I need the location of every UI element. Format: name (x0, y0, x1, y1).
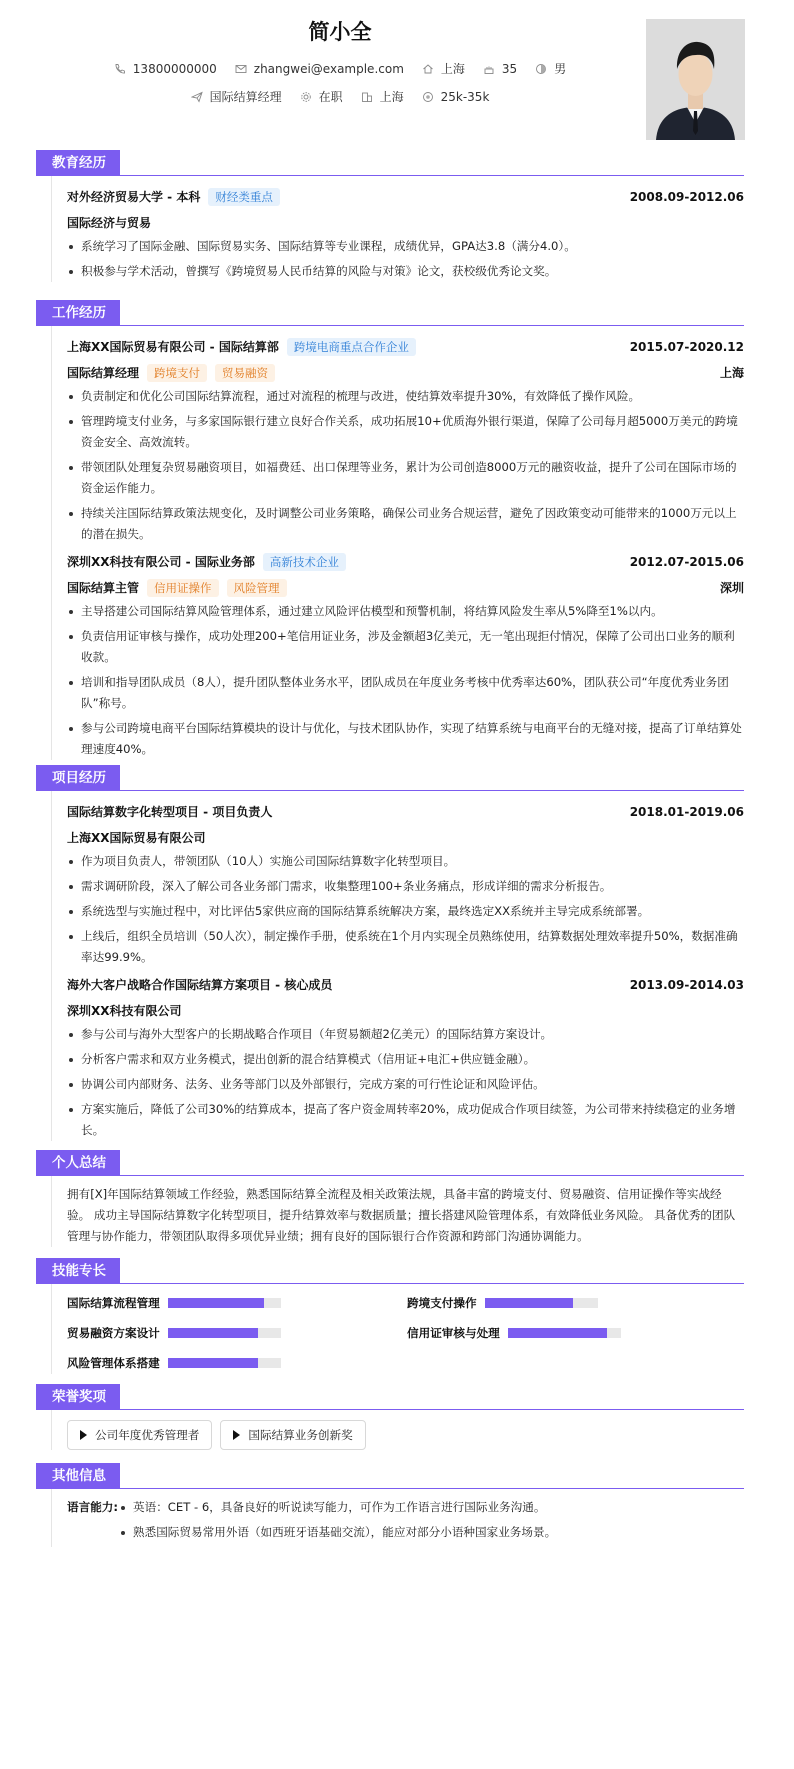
play-triangle-icon (80, 1430, 87, 1440)
section-body (51, 1489, 744, 1547)
role-row (67, 574, 744, 601)
work-bullets (67, 601, 744, 760)
language-list (119, 1497, 556, 1547)
list-item: 英语：CET - 6，具备良好的听说读写能力，可作为工作语言进行国际业务沟通。 (119, 1497, 556, 1518)
award-item (67, 1420, 212, 1450)
section-header (38, 765, 744, 791)
section-body (51, 1410, 744, 1450)
role-tag: 贸易融资 (215, 364, 275, 382)
salary-text: 25k-35k (440, 89, 490, 104)
summary-section (38, 1150, 744, 1247)
section-body (51, 1176, 744, 1247)
company-name: 上海XX国际贸易有限公司 - 国际结算部 (67, 340, 279, 354)
list-item: 持续关注国际结算政策法规变化，及时调整公司业务策略，确保公司业务合规运营，避免了因政策变动可能带来的1000万元以上的潜在损失。 (67, 503, 744, 545)
skill-item (407, 1292, 747, 1314)
skill-bar-fill (485, 1298, 573, 1308)
projects-section (38, 765, 744, 1145)
work-date: 2015.07-2020.12 (629, 339, 744, 354)
skill-bar-fill (168, 1328, 258, 1338)
project-name: 国际结算数字化转型项目 - 项目负责人 (67, 805, 273, 819)
skills-section (38, 1258, 744, 1374)
list-item: 协调公司内部财务、法务、业务等部门以及外部银行，完成方案的可行性论证和风险评估。 (67, 1074, 744, 1095)
work-bullets (67, 386, 744, 545)
role-group (67, 579, 287, 597)
skills-grid (67, 1292, 744, 1374)
portrait-image (646, 19, 745, 140)
city-item (422, 60, 465, 77)
status-text: 在职 (318, 90, 343, 104)
skill-name: 跨境支付操作 (407, 1296, 477, 1310)
award-label: 公司年度优秀管理者 (95, 1428, 200, 1442)
candidate-name: 简小全 (308, 20, 372, 44)
skill-bar (508, 1328, 621, 1338)
school-tag: 财经类重点 (208, 188, 280, 206)
gear-icon (300, 91, 312, 103)
company-tag: 高新技术企业 (263, 553, 346, 571)
section-body (51, 326, 744, 760)
section-body (51, 176, 744, 282)
section-header (38, 1463, 744, 1489)
list-item: 系统学习了国际金融、国际贸易实务、国际结算等专业课程，成绩优异，GPA达3.8（满分4.0）。 (67, 236, 744, 257)
work-section (38, 300, 744, 764)
role-row (67, 359, 744, 386)
work-entry-header (67, 334, 744, 359)
role-tag: 信用证操作 (147, 579, 219, 597)
project-bullets (67, 1024, 744, 1141)
section-header (38, 1258, 744, 1284)
list-item: 系统选型与实施过程中，对比评估5家供应商的国际结算系统解决方案，最终选定XX系统并主导完成系统部署。 (67, 901, 744, 922)
skill-item (67, 1352, 407, 1374)
section-body (51, 791, 744, 1141)
language-label: 语言能力: (67, 1500, 119, 1514)
education-bullets (67, 236, 744, 282)
company-title (67, 338, 416, 356)
list-item: 分析客户需求和双方业务模式，提出创新的混合结算模式（信用证+电汇+供应链金融）。 (67, 1049, 744, 1070)
project-company-row (67, 824, 744, 851)
project-entry-header (67, 972, 744, 997)
resume-header (0, 0, 794, 150)
section-title: 教育经历 (38, 150, 120, 176)
skill-item (67, 1322, 407, 1344)
send-icon (191, 91, 203, 103)
section-body (51, 1284, 744, 1374)
major-name: 国际经济与贸易 (67, 216, 152, 230)
skill-bar (168, 1358, 281, 1368)
section-header (38, 300, 744, 326)
list-item: 负责制定和优化公司国际结算流程，通过对流程的梳理与改进，使结算效率提升30%，有效降低了操作风险。 (67, 386, 744, 407)
email-text: zhangwei@example.com (253, 61, 404, 76)
summary-text: 拥有[X]年国际结算领域工作经验，熟悉国际结算全流程及相关政策法规，具备丰富的跨境支付、贸易融资、信用证操作等实战经验。 成功主导国际结算数字化转型项目，提升结算效率与数据质量；擅长搭建风险管理体系，有效降低业务风险。 具备优秀的团队管理与协作能力，带领团队取得多项优异业绩；拥有良好的国际银行合作资源和跨部门沟通协调能力。 (67, 1187, 736, 1243)
education-entry-header (67, 184, 744, 209)
skill-name: 国际结算流程管理 (67, 1296, 160, 1310)
profile-photo (646, 19, 745, 140)
list-item: 上线后，组织全员培训（50人次），制定操作手册，使系统在1个月内实现全员熟练使用，结算数据处理效率提升50%，数据准确率达99.9%。 (67, 926, 744, 968)
section-title: 个人总结 (38, 1150, 120, 1176)
role-group (67, 364, 275, 382)
salary-item (422, 90, 490, 104)
list-item: 参与公司与海外大型客户的长期战略合作项目（年贸易额超2亿美元）的国际结算方案设计。 (67, 1024, 744, 1045)
phone-text: 13800000000 (132, 61, 217, 76)
list-item: 主导搭建公司国际结算风险管理体系，通过建立风险评估模型和预警机制，将结算风险发生率从5%降至1%以内。 (67, 601, 744, 622)
list-item: 负责信用证审核与操作，成功处理200+笔信用证业务，涉及金额超3亿美元，无一笔出现拒付情况，保障了公司出口业务的顺利收款。 (67, 626, 744, 668)
skill-bar-fill (168, 1298, 264, 1308)
skill-bar-fill (508, 1328, 607, 1338)
skill-bar (485, 1298, 598, 1308)
skill-bar (168, 1298, 281, 1308)
awards-list (67, 1418, 744, 1450)
role-tag: 跨境支付 (147, 364, 207, 382)
major-row (67, 209, 744, 236)
section-header (38, 150, 744, 176)
list-item: 管理跨境支付业务，与多家国际银行建立良好合作关系，成功拓展10+优质海外银行渠道，保障了公司每月超5000万美元的跨境资金安全、高效流转。 (67, 411, 744, 453)
project-name: 海外大客户战略合作国际结算方案项目 - 核心成员 (67, 978, 333, 992)
section-title: 工作经历 (38, 300, 120, 326)
section-title: 其他信息 (38, 1463, 120, 1489)
job-intent-row (0, 88, 680, 105)
age-icon (483, 63, 495, 75)
skill-name: 信用证审核与处理 (407, 1326, 500, 1340)
project-entry-header (67, 799, 744, 824)
gender-text: 男 (554, 62, 567, 76)
building-icon (361, 91, 373, 103)
list-item: 作为项目负责人，带领团队（10人）实施公司国际结算数字化转型项目。 (67, 851, 744, 872)
position-text: 国际结算经理 (209, 90, 282, 104)
list-item: 带领团队处理复杂贸易融资项目，如福费廷、出口保理等业务，累计为公司创造8000万元的融资收益，提升了公司在国际市场的资金运作能力。 (67, 457, 744, 499)
school-title (67, 188, 280, 206)
phone-item (114, 62, 217, 76)
list-item: 需求调研阶段，深入了解公司各业务部门需求，收集整理100+条业务痛点，形成详细的需求分析报告。 (67, 876, 744, 897)
company-tag: 跨境电商重点合作企业 (287, 338, 416, 356)
education-date: 2008.09-2012.06 (629, 189, 744, 204)
phone-icon (114, 63, 126, 75)
list-item: 熟悉国际贸易常用外语（如西班牙语基础交流），能应对部分小语种国家业务场景。 (119, 1522, 556, 1543)
status-item (300, 88, 343, 105)
work-date: 2012.07-2015.06 (629, 554, 744, 569)
section-header (38, 1150, 744, 1176)
salary-icon (422, 91, 434, 103)
city-text: 上海 (440, 62, 465, 76)
work-city: 上海 (719, 366, 744, 380)
section-title: 技能专长 (38, 1258, 120, 1284)
skill-name: 风险管理体系搭建 (67, 1356, 160, 1370)
age-item (483, 62, 517, 76)
skill-item (407, 1322, 747, 1344)
language-block (67, 1497, 744, 1547)
work-entry-header (67, 549, 744, 574)
gender-item (535, 60, 566, 77)
role-name: 国际结算经理 (67, 366, 140, 380)
role-name: 国际结算主管 (67, 581, 140, 595)
skill-bar-fill (168, 1358, 258, 1368)
awards-section (38, 1384, 744, 1450)
project-company-row (67, 997, 744, 1024)
role-tag: 风险管理 (227, 579, 287, 597)
age-text: 35 (501, 61, 518, 76)
email-item (235, 62, 404, 76)
award-label: 国际结算业务创新奖 (248, 1428, 353, 1442)
list-item: 参与公司跨境电商平台国际结算模块的设计与优化，与技术团队协作，实现了结算系统与电商平台的无缝对接，提高了订单结算处理速度40%。 (67, 718, 744, 760)
target-city-text: 上海 (379, 90, 404, 104)
project-company: 深圳XX科技有限公司 (67, 1004, 182, 1018)
gender-icon (535, 63, 547, 75)
company-name: 深圳XX科技有限公司 - 国际业务部 (67, 555, 255, 569)
skill-item (67, 1292, 407, 1314)
list-item: 积极参与学术活动，曾撰写《跨境贸易人民币结算的风险与对策》论文，获校级优秀论文奖。 (67, 261, 744, 282)
section-title: 项目经历 (38, 765, 120, 791)
project-bullets (67, 851, 744, 968)
list-item: 培训和指导团队成员（8人），提升团队整体业务水平，团队成员在年度业务考核中优秀率达60%，团队获公司“年度优秀业务团队”称号。 (67, 672, 744, 714)
contact-row (0, 60, 680, 77)
list-item: 方案实施后，降低了公司30%的结算成本，提高了客户资金周转率20%，成功促成合作项目续签，为公司带来持续稳定的业务增长。 (67, 1099, 744, 1141)
play-triangle-icon (233, 1430, 240, 1440)
position-item (191, 88, 282, 105)
email-icon (235, 63, 247, 75)
section-header (38, 1384, 744, 1410)
project-date: 2013.09-2014.03 (629, 977, 744, 992)
skill-name: 贸易融资方案设计 (67, 1326, 160, 1340)
section-title: 荣誉奖项 (38, 1384, 120, 1410)
work-city: 深圳 (719, 581, 744, 595)
award-item (220, 1420, 365, 1450)
project-date: 2018.01-2019.06 (629, 804, 744, 819)
school-name: 对外经济贸易大学 - 本科 (67, 190, 201, 204)
education-section (38, 150, 744, 286)
other-section (38, 1463, 744, 1547)
company-title (67, 553, 346, 571)
skill-bar (168, 1328, 281, 1338)
home-icon (422, 63, 434, 75)
target-city-item (361, 88, 404, 105)
project-company: 上海XX国际贸易有限公司 (67, 831, 206, 845)
